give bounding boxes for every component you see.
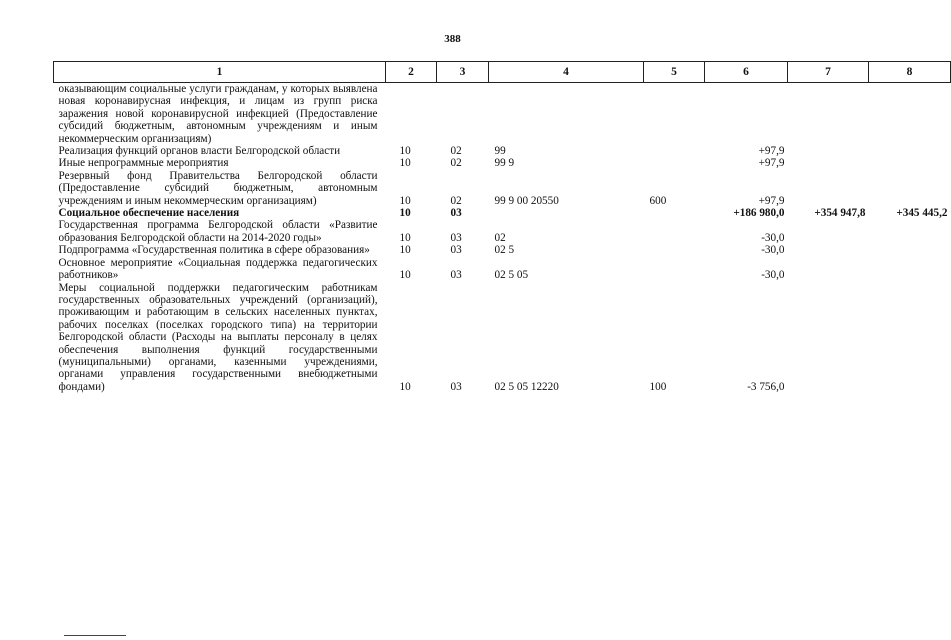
table-row [54, 157, 951, 169]
cell-name: Подпрограмма «Государственная политика в сфере образования» [58, 244, 370, 257]
table-row [54, 83, 951, 146]
cell-section: 10 [399, 194, 411, 207]
table-row [54, 207, 951, 219]
cell-amount-2 [788, 244, 869, 256]
table-row [54, 170, 951, 207]
header-col-4: 4 [489, 62, 644, 83]
budget-table [53, 61, 951, 393]
cell-expense-type [644, 244, 705, 256]
cell-name: Резервный фонд Правительства Белгородской области (Предоставление субсидий бюджетным, автономным учреждениям и иным некоммерческим организациям) [58, 169, 378, 207]
cell-target-article: 99 9 [494, 157, 515, 170]
header-col-3: 3 [437, 62, 489, 83]
header-col-5: 5 [644, 62, 705, 83]
cell-target-article: 02 5 05 [494, 269, 529, 282]
cell-target-article: 02 5 [494, 244, 515, 257]
header-col-8: 8 [869, 62, 951, 83]
cell-amount-1: +186 980,0 [733, 207, 785, 220]
cell-amount-1: -30,0 [761, 244, 785, 257]
cell-amount-1: -30,0 [761, 269, 785, 282]
table-header [54, 62, 951, 83]
footer-divider [64, 635, 126, 636]
cell-amount-3 [869, 83, 951, 146]
cell-amount-2 [788, 257, 869, 282]
cell-subsection: 03 [450, 380, 462, 393]
cell-section: 10 [399, 145, 411, 158]
page-number: 388 [444, 33, 461, 45]
cell-subsection [437, 83, 489, 146]
table-row [54, 145, 951, 157]
cell-amount-1: -3 756,0 [747, 380, 785, 393]
cell-section: 10 [399, 269, 411, 282]
cell-subsection: 02 [450, 194, 462, 207]
cell-name: Реализация функций органов власти Белгородской области [58, 145, 341, 158]
cell-target-article [489, 83, 644, 146]
cell-subsection: 03 [450, 207, 462, 220]
cell-amount-3 [869, 157, 951, 169]
table-row [54, 257, 951, 282]
cell-section: 10 [399, 207, 411, 220]
cell-name: Меры социальной поддержки педагогическим работникам государственных образовательных учреждений (организаций), проживающим и работающим в сельских населенных пунктах, рабочих поселках (поселках городского типа) на территории Белгородской области (Расходы на выплаты персоналу в целях обеспечения выполнения функций государственными (муниципальными) органами, казенными учреждениями, органами управления государственными внебюджетными фондами) [58, 281, 378, 393]
header-col-7: 7 [788, 62, 869, 83]
cell-subsection: 03 [450, 231, 462, 244]
cell-amount-2 [788, 170, 869, 207]
cell-name: Социальное обеспечение населения [58, 207, 240, 220]
cell-amount-1 [705, 83, 788, 146]
cell-amount-2 [788, 83, 869, 146]
cell-amount-3 [869, 170, 951, 207]
cell-amount-2 [788, 145, 869, 157]
cell-expense-type [644, 145, 705, 157]
cell-subsection: 03 [450, 269, 462, 282]
cell-subsection: 02 [450, 157, 462, 170]
cell-name: Иные непрограммные мероприятия [58, 157, 229, 170]
cell-amount-2 [788, 282, 869, 394]
cell-expense-type [644, 257, 705, 282]
cell-amount-3 [869, 219, 951, 244]
header-col-6: 6 [705, 62, 788, 83]
cell-name: Государственная программа Белгородской области «Развитие образования Белгородской области на 2014-2020 годы» [58, 219, 378, 244]
cell-subsection: 02 [450, 145, 462, 158]
cell-amount-1: -30,0 [761, 231, 785, 244]
table-row [54, 219, 951, 244]
cell-target-article [489, 207, 644, 219]
cell-amount-3 [869, 257, 951, 282]
cell-section: 10 [399, 157, 411, 170]
cell-target-article: 02 [494, 231, 506, 244]
cell-section [386, 83, 437, 146]
cell-name: Основное мероприятие «Социальная поддержка педагогических работников» [58, 256, 378, 282]
cell-target-article: 99 9 00 20550 [494, 194, 559, 207]
header-col-2: 2 [386, 62, 437, 83]
cell-expense-type: 600 [649, 194, 667, 207]
header-col-1: 1 [54, 62, 386, 83]
cell-amount-3 [869, 282, 951, 394]
cell-section: 10 [399, 231, 411, 244]
cell-target-article: 99 [494, 145, 506, 158]
cell-subsection: 03 [450, 244, 462, 257]
cell-expense-type [644, 157, 705, 169]
cell-expense-type: 100 [649, 380, 667, 393]
cell-amount-3: +345 445,2 [896, 207, 948, 220]
cell-expense-type [644, 207, 705, 219]
table-body [54, 83, 951, 394]
cell-amount-1: +97,9 [758, 194, 785, 207]
cell-amount-2: +354 947,8 [814, 207, 866, 220]
table-row [54, 244, 951, 256]
cell-section: 10 [399, 244, 411, 257]
header-row [54, 62, 951, 83]
cell-expense-type [644, 83, 705, 146]
cell-amount-1: +97,9 [758, 145, 785, 158]
cell-amount-3 [869, 244, 951, 256]
cell-amount-3 [869, 145, 951, 157]
cell-name: оказывающим социальные услуги гражданам, у которых выявлена новая коронавирусная инфекция, и лицам из групп риска заражения новой коронавирусной инфекцией (Предоставление субсидий бюджетным, автономным учреждениям и иным некоммерческим организациям) [58, 83, 378, 145]
cell-expense-type [644, 219, 705, 244]
cell-amount-1: +97,9 [758, 157, 785, 170]
cell-amount-2 [788, 157, 869, 169]
cell-target-article: 02 5 05 12220 [494, 380, 559, 393]
table-row [54, 282, 951, 394]
cell-section: 10 [399, 380, 411, 393]
cell-amount-2 [788, 219, 869, 244]
